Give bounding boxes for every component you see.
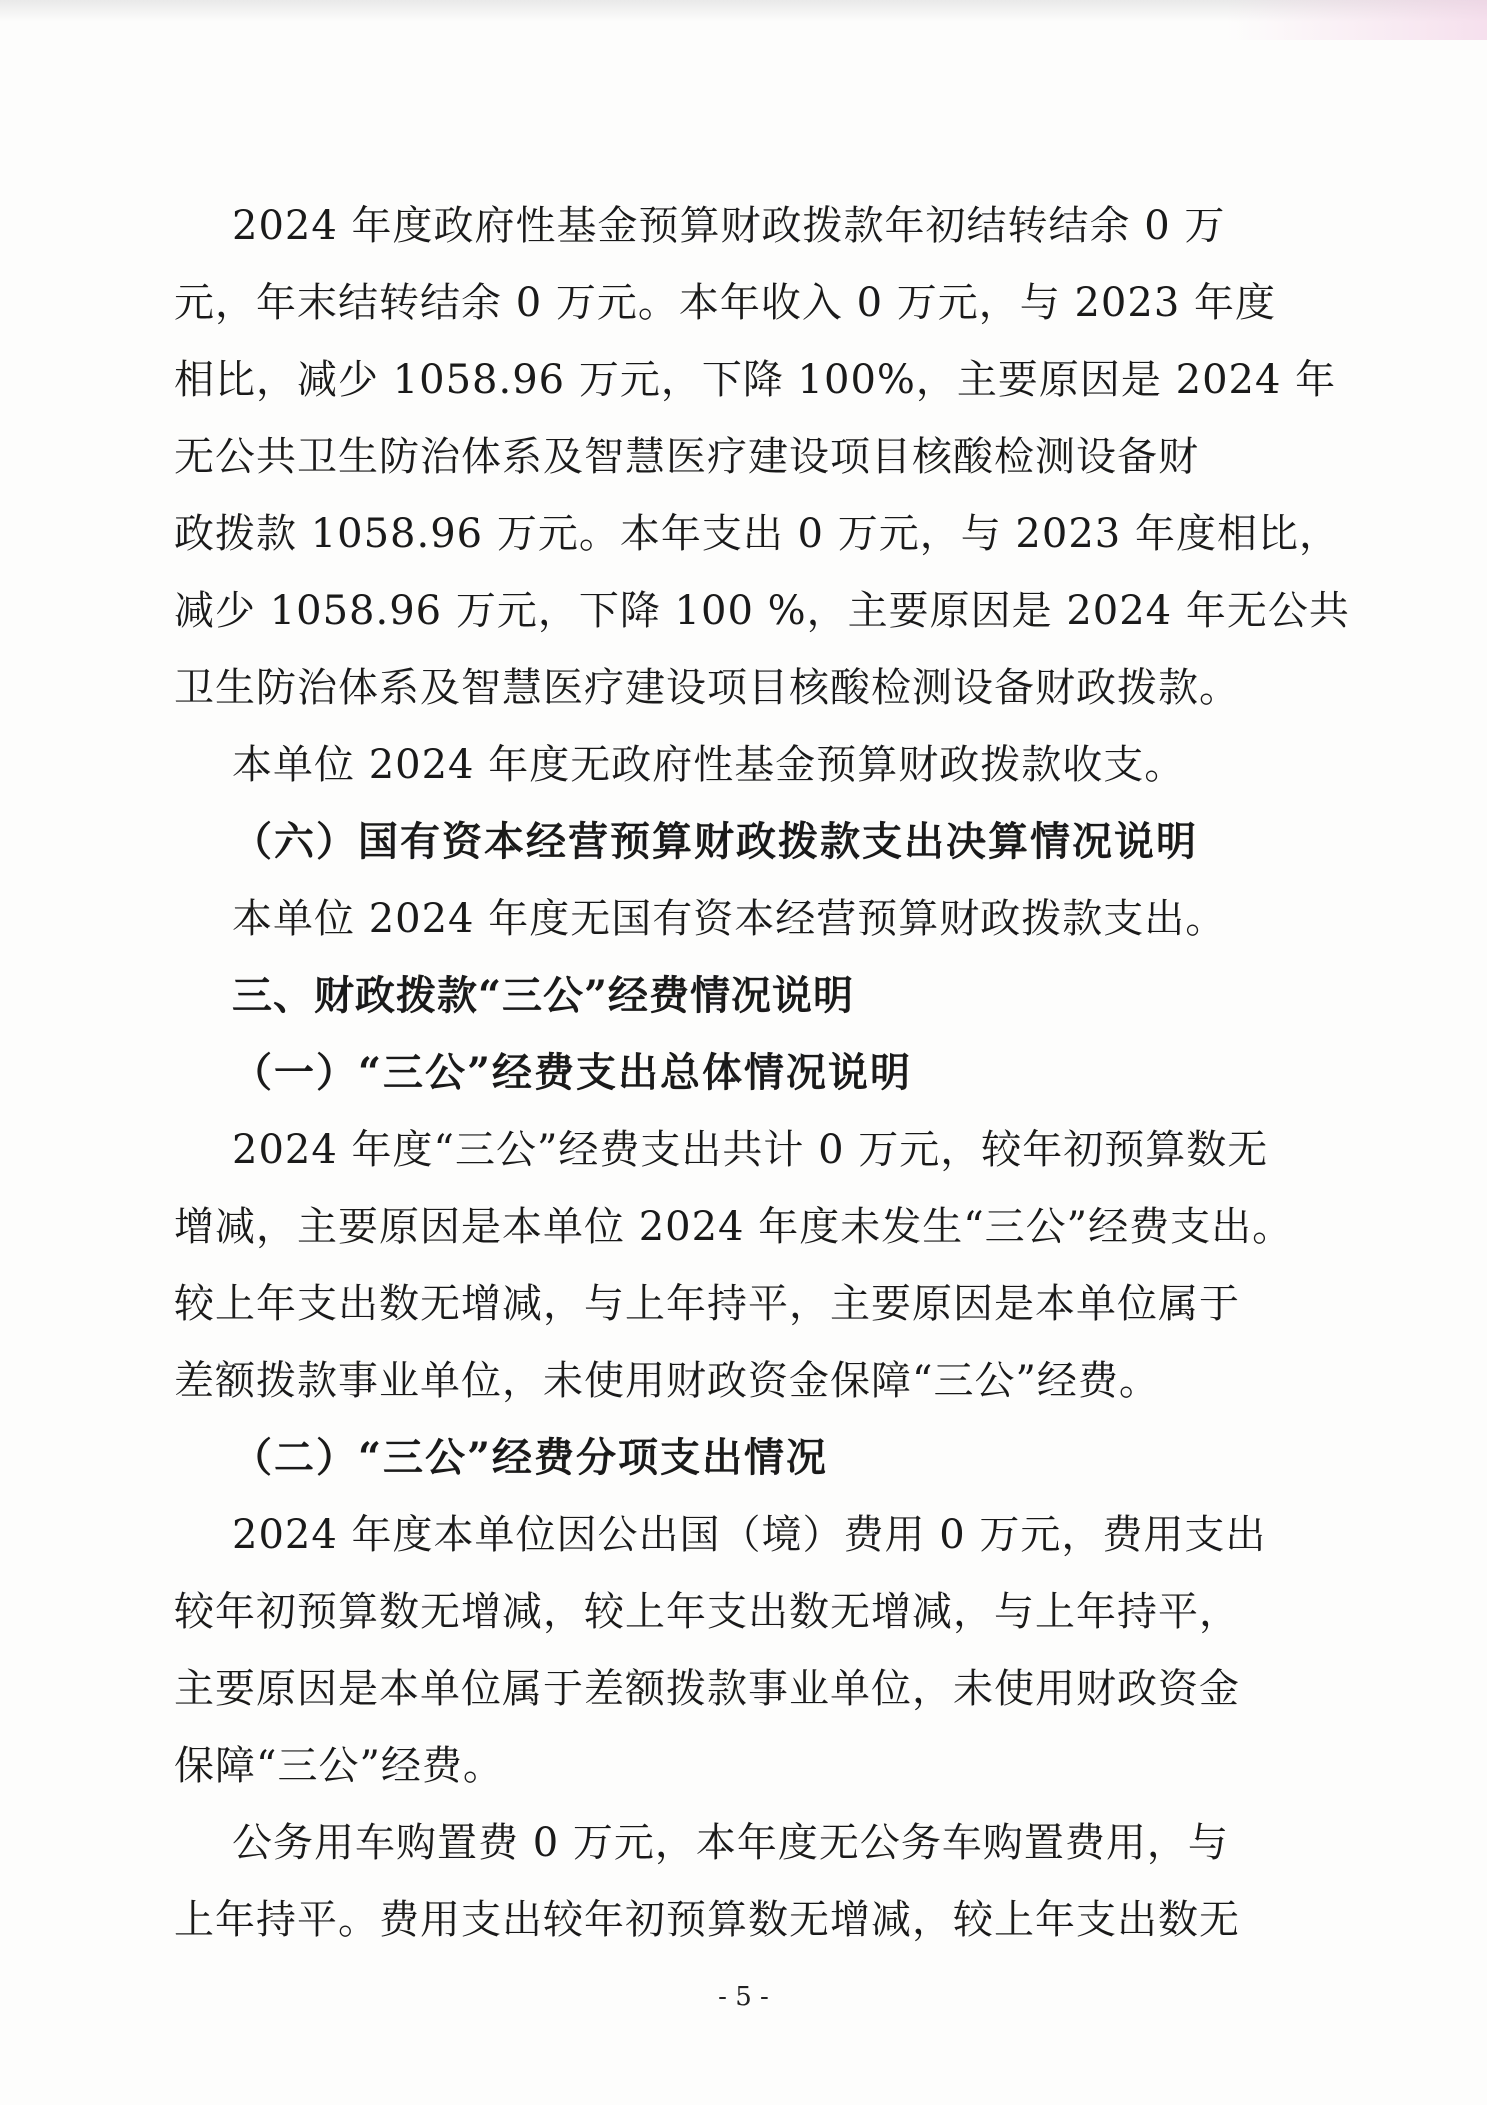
paragraph-line: 较年初预算数无增减，较上年支出数无增减，与上年持平， bbox=[174, 1589, 1240, 1635]
paragraph-line: 无公共卫生防治体系及智慧医疗建设项目核酸检测设备财 bbox=[174, 434, 1199, 480]
section-subheading: （六）国有资本经营预算财政拨款支出决算情况说明 bbox=[232, 818, 1198, 865]
paragraph-line: 2024 年度“三公”经费支出共计 0 万元，较年初预算数无 bbox=[232, 1127, 1269, 1173]
paragraph-line: 本单位 2024 年度无国有资本经营预算财政拨款支出。 bbox=[232, 896, 1227, 942]
paragraph-line: 差额拨款事业单位，未使用财政资金保障“三公”经费。 bbox=[174, 1358, 1160, 1404]
paragraph-line: 上年持平。费用支出较年初预算数无增减，较上年支出数无 bbox=[174, 1897, 1240, 1943]
paragraph-line: 卫生防治体系及智慧医疗建设项目核酸检测设备财政拨款。 bbox=[174, 665, 1240, 711]
paragraph-line: 主要原因是本单位属于差额拨款事业单位，未使用财政资金 bbox=[174, 1666, 1240, 1712]
paragraph-line: 本单位 2024 年度无政府性基金预算财政拨款收支。 bbox=[232, 742, 1186, 788]
paragraph-line: 保障“三公”经费。 bbox=[174, 1743, 504, 1789]
paragraph-line: 相比，减少 1058.96 万元，下降 100%，主要原因是 2024 年 bbox=[174, 357, 1337, 403]
section-subheading: （二）“三公”经费分项支出情况 bbox=[232, 1434, 829, 1481]
paragraph-line: 增减，主要原因是本单位 2024 年度未发生“三公”经费支出。 bbox=[174, 1204, 1294, 1250]
paragraph-line: 减少 1058.96 万元，下降 100 %，主要原因是 2024 年无公共 bbox=[174, 588, 1350, 634]
section-subheading: （一）“三公”经费支出总体情况说明 bbox=[232, 1049, 913, 1096]
section-heading: 三、财政拨款“三公”经费情况说明 bbox=[232, 972, 855, 1019]
paragraph-line: 政拨款 1058.96 万元。本年支出 0 万元，与 2023 年度相比， bbox=[174, 511, 1340, 557]
page-number: - 5 - bbox=[718, 1982, 769, 2012]
scan-tint-top-right bbox=[1227, 0, 1487, 40]
paragraph-line: 2024 年度本单位因公出国（境）费用 0 万元，费用支出 bbox=[232, 1512, 1267, 1558]
paragraph-line: 2024 年度政府性基金预算财政拨款年初结转结余 0 万 bbox=[232, 203, 1226, 249]
paragraph-line: 公务用车购置费 0 万元，本年度无公务车购置费用，与 bbox=[232, 1820, 1229, 1866]
paragraph-line: 较上年支出数无增减，与上年持平，主要原因是本单位属于 bbox=[174, 1281, 1240, 1327]
paragraph-line: 元，年末结转结余 0 万元。本年收入 0 万元，与 2023 年度 bbox=[174, 280, 1276, 326]
